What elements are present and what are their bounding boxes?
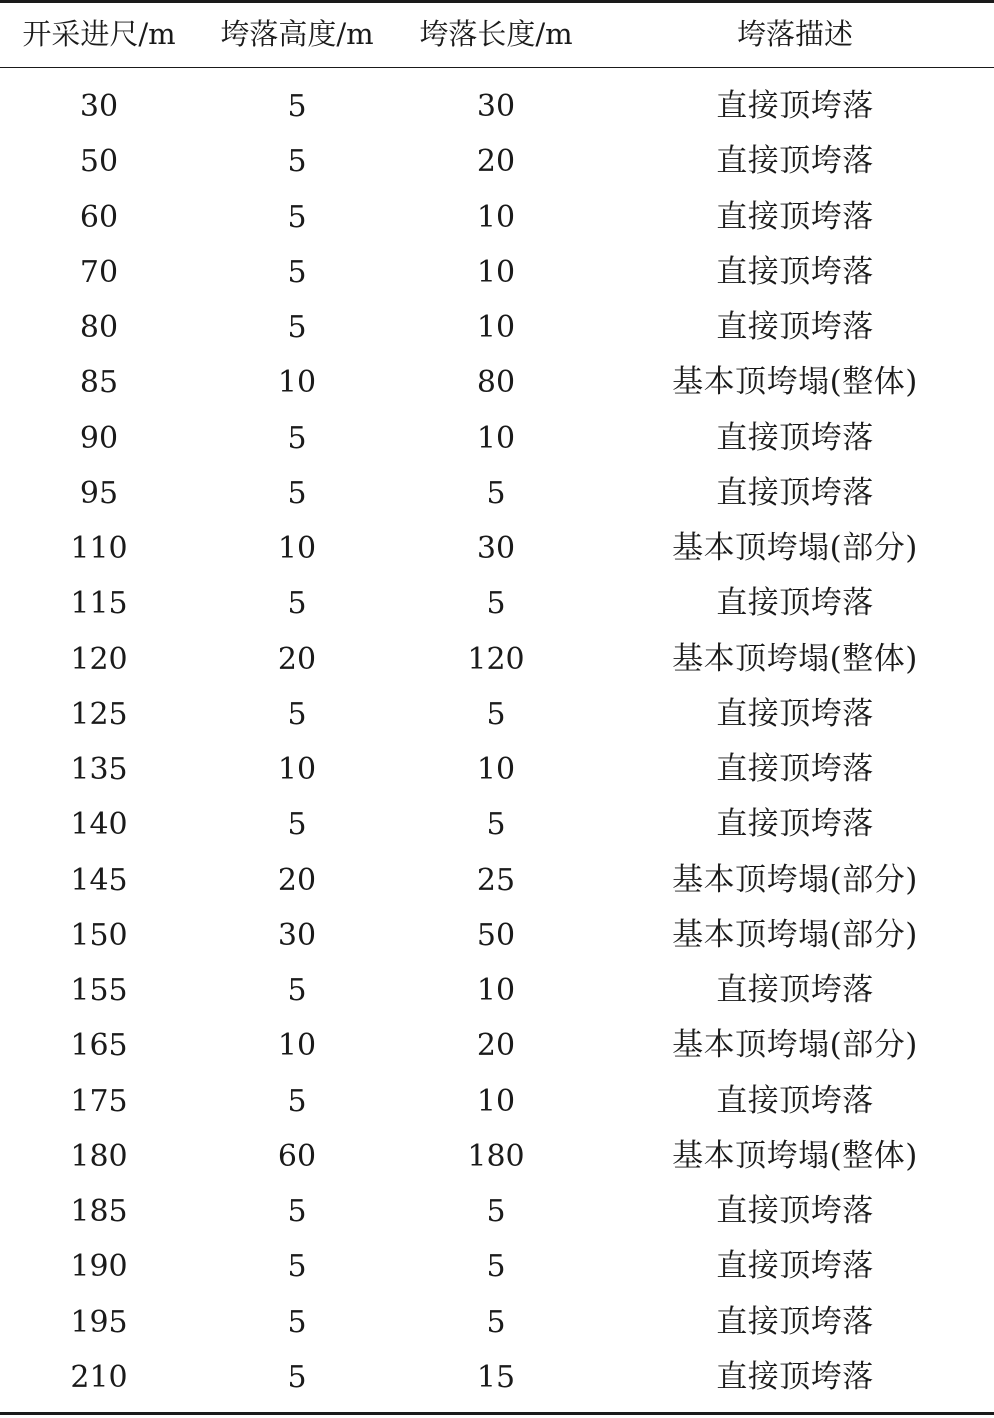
cell-caving-length: 10 <box>476 310 516 346</box>
cell-advance-distance: 30 <box>79 89 119 125</box>
cell-advance-distance: 95 <box>79 475 119 511</box>
table-row <box>0 300 994 355</box>
cell-caving-height: 10 <box>277 1028 317 1064</box>
cell-advance-distance: 180 <box>70 1138 128 1174</box>
table-row <box>0 1129 994 1184</box>
cell-caving-height: 60 <box>277 1138 317 1174</box>
cell-caving-length: 5 <box>486 586 506 622</box>
cell-advance-distance: 90 <box>79 420 119 456</box>
cell-caving-height: 5 <box>287 144 307 180</box>
table-row <box>0 521 994 576</box>
cell-caving-length: 10 <box>476 973 516 1009</box>
cell-caving-description: 直接顶垮落 <box>716 806 874 843</box>
table-bottom-rule <box>0 1412 994 1415</box>
cell-advance-distance: 175 <box>70 1083 128 1119</box>
table-row <box>0 355 994 410</box>
cell-caving-height: 5 <box>287 586 307 622</box>
cell-caving-height: 5 <box>287 1359 307 1395</box>
cell-caving-length: 10 <box>476 752 516 788</box>
cell-caving-length: 25 <box>476 862 516 898</box>
table-row <box>0 632 994 687</box>
cell-caving-description: 基本顶垮塌(部分) <box>672 1027 918 1064</box>
cell-caving-length: 80 <box>476 365 516 401</box>
cell-caving-length: 5 <box>486 1249 506 1285</box>
table-row <box>0 411 994 466</box>
cell-caving-height: 5 <box>287 1304 307 1340</box>
cell-advance-distance: 135 <box>70 752 128 788</box>
cell-caving-description: 直接顶垮落 <box>716 419 874 456</box>
cell-caving-length: 30 <box>476 89 516 125</box>
cell-advance-distance: 120 <box>70 641 128 677</box>
cell-caving-height: 5 <box>287 1194 307 1230</box>
cell-advance-distance: 125 <box>70 696 128 732</box>
cell-caving-height: 5 <box>287 199 307 235</box>
table-row <box>0 134 994 189</box>
cell-caving-length: 10 <box>476 1083 516 1119</box>
cell-caving-description: 直接顶垮落 <box>716 253 874 290</box>
cell-caving-height: 10 <box>277 531 317 567</box>
cell-caving-length: 180 <box>467 1138 525 1174</box>
table-row <box>0 908 994 963</box>
cell-advance-distance: 150 <box>70 917 128 953</box>
cell-caving-height: 5 <box>287 420 307 456</box>
cell-caving-length: 120 <box>467 641 525 677</box>
cell-caving-length: 5 <box>486 1194 506 1230</box>
cell-caving-length: 10 <box>476 199 516 235</box>
table-row <box>0 466 994 521</box>
cell-advance-distance: 85 <box>79 365 119 401</box>
header-caving-height: 垮落高度/m <box>220 17 374 51</box>
cell-caving-height: 5 <box>287 1249 307 1285</box>
table-row <box>0 797 994 852</box>
cell-caving-description: 直接顶垮落 <box>716 1082 874 1119</box>
table-body <box>0 79 994 1405</box>
cell-caving-length: 30 <box>476 531 516 567</box>
cell-advance-distance: 145 <box>70 862 128 898</box>
table-row <box>0 1295 994 1350</box>
cell-advance-distance: 60 <box>79 199 119 235</box>
cell-caving-height: 5 <box>287 310 307 346</box>
cell-caving-length: 15 <box>476 1359 516 1395</box>
cell-caving-description: 直接顶垮落 <box>716 751 874 788</box>
table-header-row <box>0 8 994 60</box>
table-row <box>0 1350 994 1405</box>
cell-caving-description: 直接顶垮落 <box>716 1193 874 1230</box>
cell-caving-description: 直接顶垮落 <box>716 585 874 622</box>
cell-advance-distance: 195 <box>70 1304 128 1340</box>
cell-caving-description: 直接顶垮落 <box>716 143 874 180</box>
cell-caving-description: 直接顶垮落 <box>716 198 874 235</box>
cell-caving-description: 基本顶垮塌(整体) <box>672 1137 918 1174</box>
cell-caving-description: 基本顶垮塌(部分) <box>672 530 918 567</box>
table-row <box>0 687 994 742</box>
table-row <box>0 963 994 1018</box>
cell-advance-distance: 155 <box>70 973 128 1009</box>
table-top-rule <box>0 0 994 3</box>
cell-caving-description: 基本顶垮塌(整体) <box>672 364 918 401</box>
cell-caving-height: 5 <box>287 475 307 511</box>
cell-caving-length: 5 <box>486 696 506 732</box>
table-row <box>0 79 994 134</box>
cell-caving-description: 基本顶垮塌(整体) <box>672 640 918 677</box>
cell-caving-description: 直接顶垮落 <box>716 695 874 732</box>
header-caving-length: 垮落长度/m <box>419 17 573 51</box>
cell-caving-description: 基本顶垮塌(部分) <box>672 916 918 953</box>
cell-caving-description: 直接顶垮落 <box>716 1303 874 1340</box>
cell-caving-description: 基本顶垮塌(部分) <box>672 861 918 898</box>
cell-caving-length: 20 <box>476 1028 516 1064</box>
cell-advance-distance: 115 <box>70 586 128 622</box>
cell-caving-height: 5 <box>287 89 307 125</box>
cell-caving-height: 5 <box>287 807 307 843</box>
cell-caving-height: 5 <box>287 254 307 290</box>
cell-caving-description: 直接顶垮落 <box>716 88 874 125</box>
cell-caving-description: 直接顶垮落 <box>716 474 874 511</box>
table-row <box>0 190 994 245</box>
cell-caving-length: 50 <box>476 917 516 953</box>
cell-caving-length: 5 <box>486 807 506 843</box>
cell-advance-distance: 185 <box>70 1194 128 1230</box>
cell-caving-height: 10 <box>277 752 317 788</box>
header-advance-distance: 开采进尺/m <box>22 17 176 51</box>
cell-caving-length: 5 <box>486 1304 506 1340</box>
header-caving-description: 垮落描述 <box>736 17 853 51</box>
table-row <box>0 1018 994 1073</box>
table-row <box>0 853 994 908</box>
cell-caving-height: 10 <box>277 365 317 401</box>
cell-advance-distance: 110 <box>70 531 128 567</box>
cell-advance-distance: 165 <box>70 1028 128 1064</box>
cell-advance-distance: 50 <box>79 144 119 180</box>
cell-caving-length: 20 <box>476 144 516 180</box>
cell-caving-height: 30 <box>277 917 317 953</box>
cell-advance-distance: 210 <box>70 1359 128 1395</box>
cell-caving-length: 10 <box>476 420 516 456</box>
table-row <box>0 1239 994 1294</box>
cell-caving-description: 直接顶垮落 <box>716 1358 874 1395</box>
cell-caving-description: 直接顶垮落 <box>716 972 874 1009</box>
table-row <box>0 245 994 300</box>
table-row <box>0 1184 994 1239</box>
cell-advance-distance: 190 <box>70 1249 128 1285</box>
cell-advance-distance: 80 <box>79 310 119 346</box>
cell-caving-height: 20 <box>277 641 317 677</box>
table-header-rule <box>0 67 994 68</box>
cell-caving-description: 直接顶垮落 <box>716 1248 874 1285</box>
cell-caving-height: 5 <box>287 696 307 732</box>
cell-advance-distance: 140 <box>70 807 128 843</box>
table-row <box>0 742 994 797</box>
table-row <box>0 576 994 631</box>
table-row <box>0 1074 994 1129</box>
cell-caving-height: 5 <box>287 973 307 1009</box>
cell-caving-description: 直接顶垮落 <box>716 309 874 346</box>
cell-caving-length: 5 <box>486 475 506 511</box>
cell-caving-height: 20 <box>277 862 317 898</box>
cell-advance-distance: 70 <box>79 254 119 290</box>
cell-caving-height: 5 <box>287 1083 307 1119</box>
cell-caving-length: 10 <box>476 254 516 290</box>
